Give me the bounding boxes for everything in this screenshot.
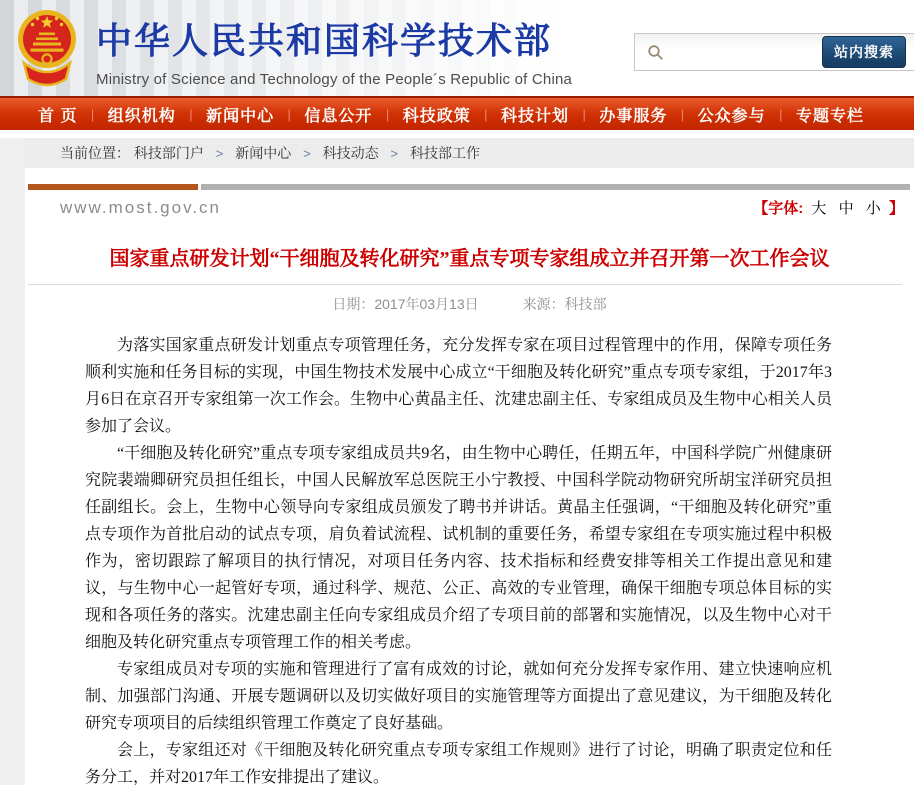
nav-item-st-policy[interactable]: 科技政策 xyxy=(402,107,471,125)
site-title: 中华人民共和国科学技术部 xyxy=(96,20,553,61)
nav-separator: | xyxy=(90,106,95,122)
article-date-label: 日期： xyxy=(332,296,375,312)
font-size-small[interactable]: 小 xyxy=(865,200,881,217)
search-icon xyxy=(647,44,664,61)
nav-separator: | xyxy=(287,106,291,122)
china-national-emblem-icon xyxy=(16,7,78,89)
main-nav xyxy=(0,96,914,130)
site-url[interactable]: www.most.gov.cn xyxy=(60,198,222,217)
page-meta-row xyxy=(25,190,914,218)
article-meta xyxy=(25,294,914,314)
breadcrumb-item-portal[interactable]: 科技部门户 xyxy=(133,145,204,161)
article-source-label: 来源： xyxy=(522,296,565,312)
breadcrumb-separator: > xyxy=(215,146,224,161)
article-paragraph: 会上，专家组还对《干细胞及转化研究重点专项专家组工作规则》进行了讨论，明确了职责定位和任务分工，并对2017年工作安排提出了建议。 xyxy=(85,742,832,785)
breadcrumb xyxy=(25,138,914,168)
article-paragraph: 为落实国家重点研发计划重点专项管理任务，充分发挥专家在项目过程管理中的作用，保障专项任务顺利实施和任务目标的实现，中国生物技术发展中心成立“干细胞及转化研究”重点专项专家组，于2017年3月6日在京召开专家组第一次工作会。生物中心黄晶主任、沈建忠副主任、专家组成员及生物中心相关人员参加了会议。 xyxy=(85,337,832,435)
site-header xyxy=(0,0,914,96)
article xyxy=(25,244,914,785)
font-size-large[interactable]: 大 xyxy=(811,200,827,217)
nav-separator: | xyxy=(385,106,390,122)
title-divider-line xyxy=(28,284,902,285)
font-size-widget xyxy=(753,197,904,218)
section-divider xyxy=(28,184,910,190)
site-titles xyxy=(96,13,572,88)
article-date: 2017年03月13日 xyxy=(374,296,479,312)
main-area xyxy=(0,138,914,785)
search-input[interactable] xyxy=(664,34,822,70)
breadcrumb-separator: > xyxy=(390,146,399,161)
breadcrumb-item-st-dynamics[interactable]: 科技动态 xyxy=(322,145,379,161)
content-area xyxy=(25,138,914,785)
article-body xyxy=(85,332,832,785)
nav-separator: | xyxy=(189,106,193,122)
nav-item-organization[interactable]: 组织机构 xyxy=(107,107,176,125)
article-source: 科技部 xyxy=(564,296,607,312)
article-paragraph: 专家组成员对专项的实施和管理进行了富有成效的讨论，就如何充分发挥专家作用、建立快速响应机制、加强部门沟通、开展专题调研以及切实做好项目的实施管理等方面提出了意见建议，为干细胞及转化研究专项项目的后续组织管理工作奠定了良好基础。 xyxy=(85,661,832,732)
site-search-button[interactable]: 站内搜索 xyxy=(822,36,906,68)
nav-item-news-center[interactable]: 新闻中心 xyxy=(206,107,275,125)
breadcrumb-item-news-center[interactable]: 新闻中心 xyxy=(235,145,292,161)
nav-item-st-programs[interactable]: 科技计划 xyxy=(501,107,570,125)
site-search-box xyxy=(634,33,914,71)
nav-separator: | xyxy=(779,106,783,122)
article-title: 国家重点研发计划“干细胞及转化研究”重点专项专家组成立并召开第一次工作会议 xyxy=(109,248,830,270)
nav-item-public-participation[interactable]: 公众参与 xyxy=(697,107,766,125)
site-subtitle-en: Ministry of Science and Technology of the People´s Republic of China xyxy=(96,71,573,88)
left-gutter xyxy=(0,138,25,785)
nav-separator: | xyxy=(484,106,488,122)
nav-item-special-topics[interactable]: 专题专栏 xyxy=(795,107,864,125)
nav-separator: | xyxy=(582,106,586,122)
nav-item-home[interactable]: 首 页 xyxy=(38,107,78,125)
divider-gray-segment xyxy=(201,184,910,190)
font-size-bracket: 】 xyxy=(888,200,904,217)
nav-item-info-disclosure[interactable]: 信息公开 xyxy=(304,107,373,125)
nav-separator: | xyxy=(680,106,685,122)
breadcrumb-label: 当前位置： xyxy=(60,145,130,161)
nav-item-services[interactable]: 办事服务 xyxy=(599,107,668,125)
font-size-label: 【字体: xyxy=(753,200,804,217)
breadcrumb-item-most-work[interactable]: 科技部工作 xyxy=(410,145,481,161)
article-paragraph: “干细胞及转化研究”重点专项专家组成员共9名，由生物中心聘任，任期五年，中国科学院广州健康研究院裴端卿研究员担任组长，中国人民解放军总医院王小宁教授、中国科学院动物研究所胡宝洋研究员担任副组长。会上，生物中心领导向专家组成员颁发了聘书并讲话。黄晶主任强调，“干细胞及转化研究”重点专项作为首批启动的试点专项，肩负着试流程、试机制的重要任务，希望专家组在专项实施过程中积极作为，密切跟踪了解项目的执行情况，对项目任务内容、技术指标和经费安排等相关工作提出意见和建议，与生物中心一起管好专项，通过科学、规范、公正、高效的专业管理，确保干细胞专项总体目标的实现和各项任务的落实。沈建忠副主任向专家组成员介绍了专项目前的部署和实施情况，以及生物中心对干细胞及转化研究重点专项管理工作的相关考虑。 xyxy=(85,445,832,651)
font-size-medium[interactable]: 中 xyxy=(838,200,854,217)
divider-orange-segment xyxy=(28,184,198,190)
breadcrumb-separator: > xyxy=(303,146,311,161)
